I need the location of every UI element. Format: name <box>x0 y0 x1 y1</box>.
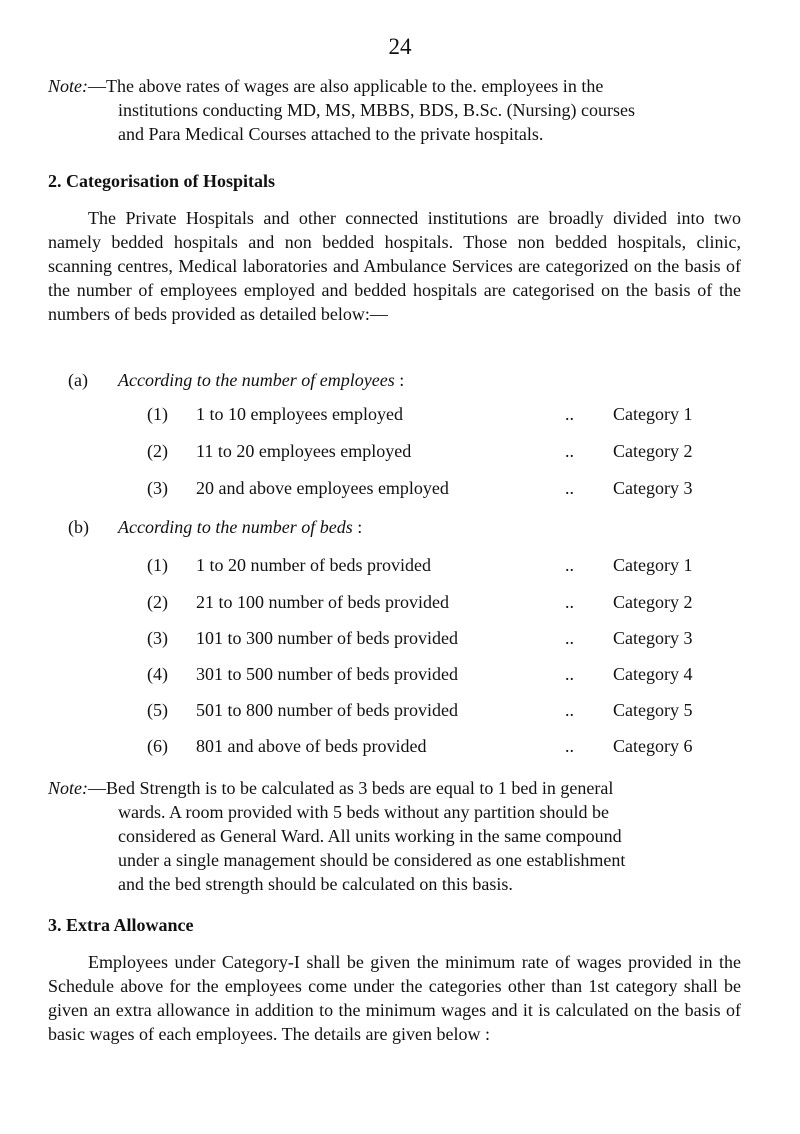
row-leader-dots: .. <box>565 404 574 424</box>
category-row <box>0 478 800 502</box>
row-number: (1) <box>147 555 168 575</box>
row-leader-dots: .. <box>565 478 574 498</box>
note-label: Note: <box>48 778 88 798</box>
note-line: under a single management should be considered as one establishment <box>118 850 626 870</box>
note-line: and the bed strength should be calculated on this basis. <box>118 874 513 894</box>
row-leader-dots: .. <box>565 736 574 756</box>
category-row <box>0 628 800 652</box>
row-leader-dots: .. <box>565 664 574 684</box>
row-description: 801 and above of beds provided <box>196 736 427 756</box>
row-leader-dots: .. <box>565 592 574 612</box>
row-description: 301 to 500 number of beds provided <box>196 664 458 684</box>
note-bed-strength <box>48 776 743 896</box>
note-rates-applicability <box>48 74 743 146</box>
row-category: Category 2 <box>613 441 693 461</box>
note-line: considered as General Ward. All units working in the same compound <box>118 826 622 846</box>
row-number: (5) <box>147 700 168 720</box>
row-number: (6) <box>147 736 168 756</box>
row-number: (2) <box>147 441 168 461</box>
category-row <box>0 555 800 579</box>
category-row <box>0 404 800 428</box>
row-number: (4) <box>147 664 168 684</box>
row-description: 21 to 100 number of beds provided <box>196 592 449 612</box>
note-line: and Para Medical Courses attached to the private hospitals. <box>118 124 544 144</box>
category-row <box>0 736 800 760</box>
note-dash: — <box>88 778 106 798</box>
row-description: 20 and above employees employed <box>196 478 449 498</box>
row-category: Category 3 <box>613 628 693 648</box>
section-heading-categorisation: 2. Categorisation of Hospitals <box>48 171 275 191</box>
row-number: (3) <box>147 628 168 648</box>
subsection-title: According to the number of beds <box>118 517 353 537</box>
row-number: (3) <box>147 478 168 498</box>
subsection-title: According to the number of employees <box>118 370 395 390</box>
row-category: Category 3 <box>613 478 693 498</box>
section-heading-extra-allowance: 3. Extra Allowance <box>48 915 194 935</box>
category-row <box>0 592 800 616</box>
note-line: institutions conducting MD, MS, MBBS, BDS, B.Sc. (Nursing) courses <box>118 100 636 120</box>
subsection-by-employees <box>68 370 404 391</box>
row-category: Category 6 <box>613 736 693 756</box>
row-leader-dots: .. <box>565 700 574 720</box>
subsection-letter: (b) <box>68 517 89 537</box>
subsection-letter: (a) <box>68 370 88 390</box>
category-row <box>0 441 800 465</box>
row-description: 101 to 300 number of beds provided <box>196 628 458 648</box>
row-leader-dots: .. <box>565 441 574 461</box>
subsection-colon: : <box>394 370 405 390</box>
section-paragraph-extra-allowance: Employees under Category-I shall be given the minimum rate of wages provided in the Schedule above for the employees come under the categories other than 1st category shall be given an extra allowance in addition to the minimum wages and it is calculated on the basis of basic wages of each employees. The details are given below : <box>48 952 741 1044</box>
note-label: Note: <box>48 76 88 96</box>
row-category: Category 1 <box>613 404 693 424</box>
row-description: 1 to 20 number of beds provided <box>196 555 431 575</box>
row-number: (2) <box>147 592 168 612</box>
row-description: 1 to 10 employees employed <box>196 404 403 424</box>
note-line: Bed Strength is to be calculated as 3 beds are equal to 1 bed in general <box>106 778 614 798</box>
row-leader-dots: .. <box>565 628 574 648</box>
page-number: 24 <box>388 34 412 59</box>
row-description: 11 to 20 employees employed <box>196 441 412 461</box>
subsection-by-beds <box>68 517 362 538</box>
row-description: 501 to 800 number of beds provided <box>196 700 458 720</box>
category-row <box>0 700 800 724</box>
note-line: The above rates of wages are also applicable to the. employees in the <box>106 76 604 96</box>
row-category: Category 4 <box>613 664 693 684</box>
row-number: (1) <box>147 404 168 424</box>
section-paragraph-categorisation: The Private Hospitals and other connected institutions are broadly divided into two namely bedded hospitals and non bedded hospitals. Those non bedded hospitals, clinic, scanning centres, Medical laboratories and Ambulance Services are categorized on the basis of the number of employees employed and bedded hospitals are categorised on the basis of the numbers of beds provided as detailed below:— <box>48 208 741 324</box>
row-category: Category 5 <box>613 700 693 720</box>
note-line: wards. A room provided with 5 beds without any partition should be <box>118 802 609 822</box>
note-dash: — <box>88 76 106 96</box>
category-row <box>0 664 800 688</box>
row-category: Category 2 <box>613 592 693 612</box>
row-category: Category 1 <box>613 555 693 575</box>
row-leader-dots: .. <box>565 555 574 575</box>
subsection-colon: : <box>352 517 363 537</box>
